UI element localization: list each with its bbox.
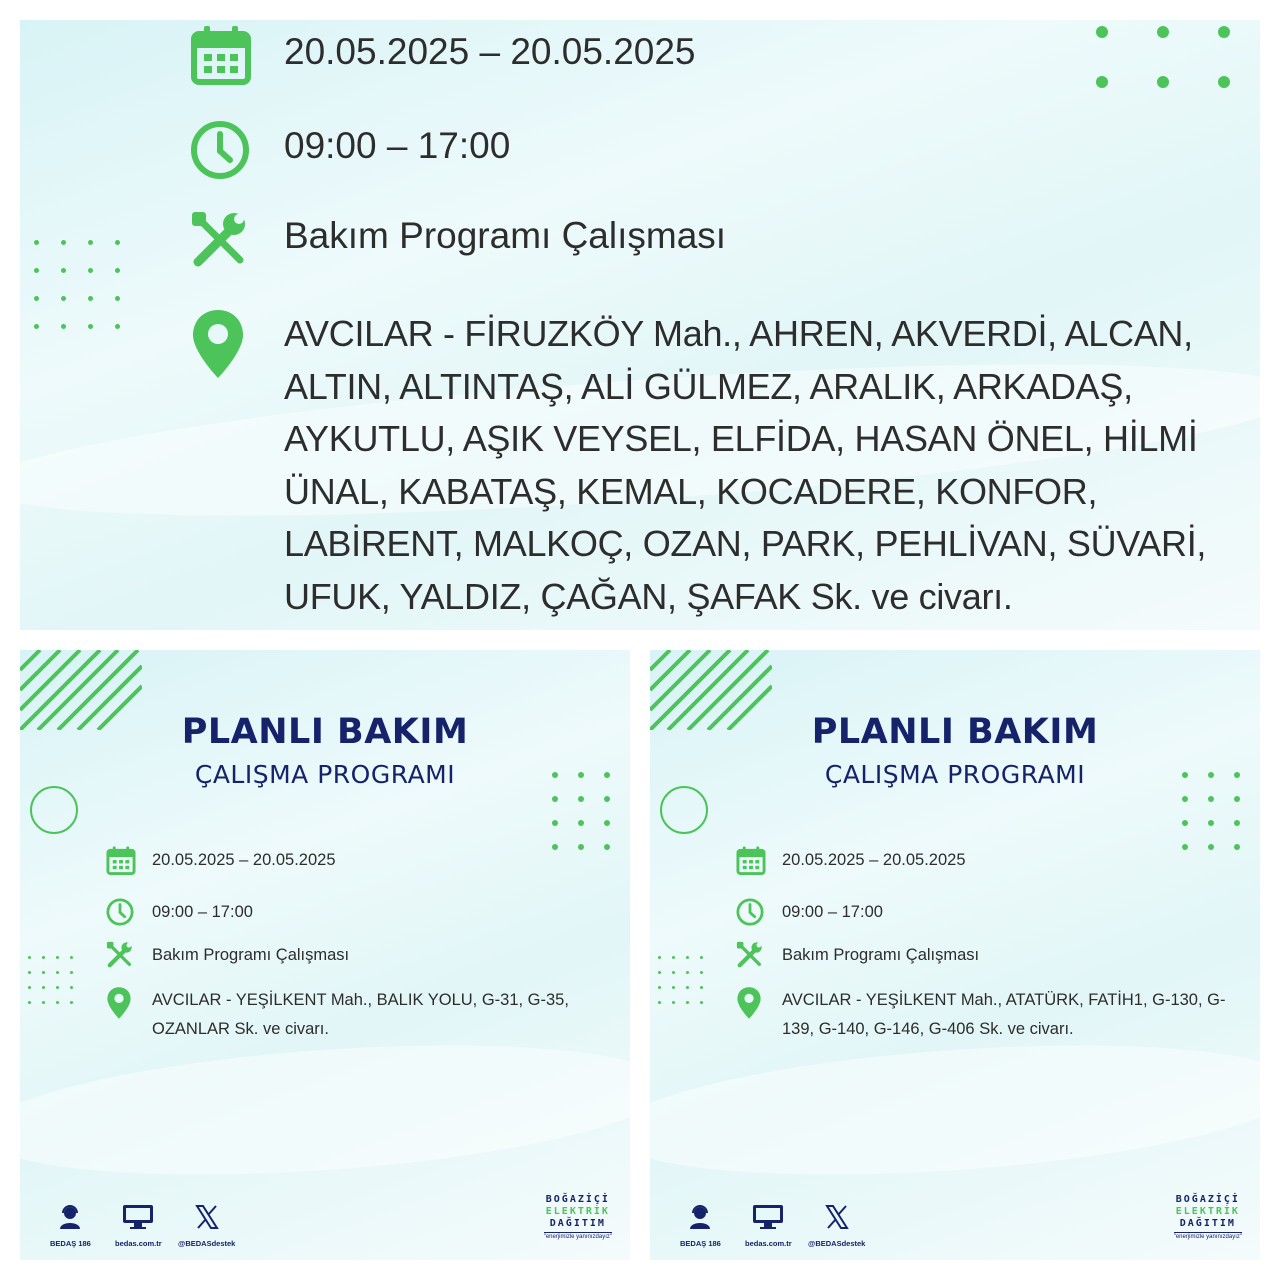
work-type-row (736, 941, 979, 970)
circle-decoration (30, 786, 78, 834)
tools-icon (190, 210, 254, 270)
time-row (736, 898, 883, 927)
social-label: @BEDASdestek (178, 1239, 236, 1248)
footer-social[interactable] (808, 1204, 865, 1248)
brand-tagline: "enerjimizle yanınızdayız" (543, 1234, 612, 1240)
tools-icon (106, 941, 138, 969)
work-type-row (106, 941, 349, 970)
footer-phone[interactable] (50, 1204, 91, 1248)
time-range-text: 09:00 – 17:00 (284, 125, 511, 166)
work-type-text: Bakım Programı Çalışması (152, 946, 350, 964)
date-row (190, 26, 696, 86)
clock-icon (106, 898, 138, 926)
brand-line-1: BOĞAZİÇİ (1175, 1194, 1240, 1205)
brand-line-2: ELEKTRİK (1175, 1206, 1240, 1217)
time-row (106, 898, 253, 927)
date-range-text: 20.05.2025 – 20.05.2025 (152, 851, 336, 869)
calendar-icon (190, 26, 254, 86)
footer-social[interactable] (178, 1204, 235, 1248)
work-type-row (190, 210, 726, 270)
calendar-icon (106, 846, 138, 876)
top-announcement-panel (20, 20, 1260, 630)
dot-pattern (34, 240, 120, 329)
panel-subheading: ÇALIŞMA PROGRAMI (824, 760, 1086, 789)
monitor-icon (122, 1204, 154, 1235)
date-range-text: 20.05.2025 – 20.05.2025 (782, 851, 966, 869)
social-label: @BEDASdestek (808, 1239, 866, 1248)
left-announcement-panel (20, 650, 630, 1260)
brand-tagline: "enerjimizle yanınızdayız" (1173, 1234, 1242, 1240)
location-pin-icon (736, 986, 768, 1020)
location-row (190, 308, 1234, 623)
time-row (190, 120, 510, 180)
dot-pattern (552, 772, 610, 850)
tools-icon (736, 941, 768, 969)
customer-service-icon (57, 1204, 83, 1235)
location-text: AVCILAR - FİRUZKÖY Mah., AHREN, AKVERDİ, ALCAN, ALTIN, ALTINTAŞ, ALİ GÜLMEZ, ARALIK, ARKADAŞ, AYKUTLU, AŞIK VEYSEL, ELFİDA, HASAN ÖNEL, HİLMİ ÜNAL, KABATAŞ, KEMAL, KOCADERE, KONFOR, LABİRENT, MALKOÇ, OZAN, PARK, PEHLİVAN, SÜVARİ, UFUK, YALDIZ, ÇAĞAN, ŞAFAK Sk. ve civarı. (284, 313, 1207, 617)
date-row (736, 846, 966, 876)
dot-pattern (658, 956, 703, 1004)
time-range-text: 09:00 – 17:00 (782, 903, 883, 921)
panel-heading: PLANLI BAKIM (811, 712, 1099, 752)
dot-pattern (1182, 772, 1240, 850)
location-row (736, 986, 1252, 1044)
website-label: bedas.com.tr (745, 1239, 792, 1248)
brand-logo (1174, 1194, 1242, 1240)
date-range-text: 20.05.2025 – 20.05.2025 (284, 31, 696, 72)
location-pin-icon (190, 308, 254, 380)
location-pin-icon (106, 986, 138, 1020)
background-sweep (650, 1026, 1260, 1194)
location-text: AVCILAR - YEŞİLKENT Mah., BALIK YOLU, G-31, G-35, OZANLAR Sk. ve civarı. (152, 991, 569, 1038)
clock-icon (736, 898, 768, 926)
brand-line-2: ELEKTRİK (545, 1206, 610, 1217)
panel-subheading: ÇALIŞMA PROGRAMI (194, 760, 456, 789)
brand-line-1: BOĞAZİÇİ (545, 1194, 610, 1205)
brand-logo (544, 1194, 612, 1240)
dot-pattern (28, 956, 73, 1004)
right-announcement-panel (650, 650, 1260, 1260)
website-label: bedas.com.tr (115, 1239, 162, 1248)
footer-website[interactable] (115, 1204, 162, 1248)
panel-heading: PLANLI BAKIM (181, 712, 469, 752)
x-logo-icon (824, 1204, 850, 1235)
footer-phone[interactable] (680, 1204, 721, 1248)
work-type-text: Bakım Programı Çalışması (284, 215, 727, 256)
phone-label: BEDAŞ 186 (50, 1239, 91, 1248)
clock-icon (190, 120, 254, 180)
work-type-text: Bakım Programı Çalışması (782, 946, 980, 964)
x-logo-icon (194, 1204, 220, 1235)
monitor-icon (752, 1204, 784, 1235)
time-range-text: 09:00 – 17:00 (152, 903, 253, 921)
brand-line-3: DAĞITIM (549, 1218, 606, 1229)
date-row (106, 846, 336, 876)
phone-label: BEDAŞ 186 (680, 1239, 721, 1248)
calendar-icon (736, 846, 768, 876)
dot-pattern (1096, 26, 1232, 88)
circle-decoration (660, 786, 708, 834)
customer-service-icon (687, 1204, 713, 1235)
footer-website[interactable] (745, 1204, 792, 1248)
location-row (106, 986, 622, 1044)
brand-line-3: DAĞITIM (1179, 1218, 1236, 1229)
background-sweep (20, 1026, 630, 1194)
location-text: AVCILAR - YEŞİLKENT Mah., ATATÜRK, FATİH1, G-130, G-139, G-140, G-146, G-406 Sk. ve civarı. (782, 991, 1226, 1038)
